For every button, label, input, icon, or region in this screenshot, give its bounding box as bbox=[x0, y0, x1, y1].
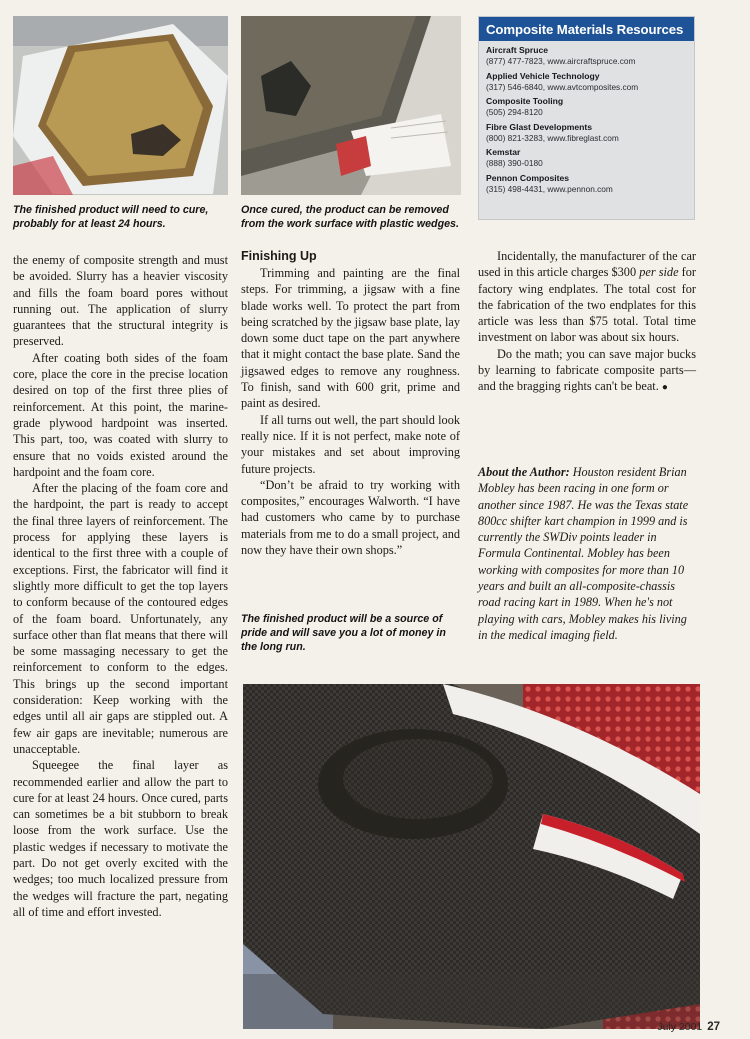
text-run: Do the math; you can save major bucks by learning to fabricate composite parts—and the bragging rights can't be beat. bbox=[478, 346, 696, 394]
emphasis-text: per side bbox=[639, 265, 679, 280]
finished-endplate-image bbox=[243, 684, 700, 1029]
curing-part-image bbox=[13, 16, 228, 195]
resource-name: Fibre Glast Developments bbox=[486, 121, 593, 132]
page-number: 27 bbox=[707, 1021, 720, 1033]
caption-photo-finished: The finished product will be a source of pride and will save you a lot of money in the long run. bbox=[241, 613, 446, 653]
text-run: for factory wing endplates. The total cost for the fabrication of the two endplates for this article was less than $75 total. Total time investment on labor was about six hours. bbox=[478, 265, 697, 345]
author-label: About the Author: bbox=[478, 465, 570, 479]
resource-contact: (505) 294-8120 bbox=[486, 107, 543, 117]
paragraph bbox=[478, 346, 696, 397]
paragraph: the enemy of composite strength and must be avoided. Slurry has a heavier viscosity and fills the foam board pores without running out. The application of slurry guarantees that the structural integrity is preserved. bbox=[13, 253, 228, 349]
removing-part-image bbox=[241, 16, 461, 195]
resource-item bbox=[486, 173, 688, 195]
resource-name: Composite Tooling bbox=[486, 96, 564, 106]
resource-contact: (800) 821-3283, www.fibreglast.com bbox=[486, 132, 619, 143]
photo-removing-part bbox=[241, 16, 461, 195]
paragraph: After the placing of the foam core and the hardpoint, the part is ready to accept the final three layers of reinforcement. The process for applying these layers is identical to the first three with a couple of exceptions. First, the fabricator will find it slightly more difficult to get the top layers to conform because of the contoured edges of the foam board. Unfortunately, any surface other than flat means that there will be some massaging necessary to get the reinforcement to conform to the edges. This brings up the second important consideration: Keep working with the edges until all air gaps are stippled out. A few air gaps are inevitable; numerous are unacceptable. bbox=[13, 481, 228, 756]
issue-date: July 2001 bbox=[657, 1021, 703, 1033]
resource-item bbox=[486, 147, 688, 169]
resource-contact: (317) 546-6840, www.avtcomposites.com bbox=[486, 81, 639, 92]
end-mark-icon: ● bbox=[661, 382, 668, 394]
text-run: Incidentally, the manufacturer of the car used in this article charges $300 bbox=[478, 249, 696, 280]
author-bio: Houston resident Brian Mobley has been racing in one form or another since 1987. He was the Texas state 800cc shifter kart champion in 1999 and is currently the SWDiv points leader in Formula Continental. Mobley has been working with composites for more than 10 years and built an all-composite-chassis road racing kart in 1989. When he's not playing with cars, Mobley makes his living in the medical imaging field. bbox=[478, 465, 689, 642]
resource-name: Applied Vehicle Technology bbox=[486, 70, 600, 81]
page-footer bbox=[657, 1021, 720, 1033]
paragraph: Trimming and painting are the final steps. For trimming, a jigsaw with a fine blade works well. To protect the part from being scratched by the jigsaw base plate, lay down some duct tape on the part anywhere that it might contact the base plate. Sand the jigsawed edges to remove any roughness. To finish, sand with 600 grit, prime and paint as desired. bbox=[241, 266, 460, 411]
caption-photo-removing: Once cured, the product can be removed from the work surface with plastic wedges. bbox=[241, 204, 459, 230]
about-the-author bbox=[478, 464, 696, 643]
resources-sidebar bbox=[478, 16, 695, 220]
resource-item bbox=[486, 45, 688, 67]
caption-photo-curing: The finished product will need to cure, probably for at least 24 hours. bbox=[13, 204, 209, 230]
resource-contact: (877) 477-7823, www.aircraftspruce.com bbox=[486, 56, 636, 66]
resource-item bbox=[486, 71, 688, 93]
photo-finished-endplate bbox=[243, 684, 700, 1029]
article-column-3 bbox=[478, 248, 696, 397]
article-column-2 bbox=[241, 248, 460, 558]
paragraph: If all turns out well, the part should look really nice. If it is not perfect, make note of your mistakes and set about improving future projects. bbox=[241, 412, 460, 476]
paragraph: “Don’t be afraid to try working with composites,” encourages Walworth. “I have had customers who came by to purchase materials from me to do a small project, and now they have their own shops.” bbox=[241, 477, 460, 558]
resource-name: Pennon Composites bbox=[486, 172, 570, 183]
resources-title: Composite Materials Resources bbox=[479, 17, 694, 41]
resource-name: Kemstar bbox=[486, 147, 521, 157]
resource-contact: (315) 498-4431, www.pennon.com bbox=[486, 183, 613, 194]
article-column-1 bbox=[13, 252, 228, 920]
resources-list bbox=[479, 41, 694, 195]
photo-curing-part bbox=[13, 16, 228, 195]
paragraph: After coating both sides of the foam core, place the core in the precise location desired on top of the first three plies of reinforcement. At this point, the marine-grade plywood hardpoint was inserted. This part, too, was coated with slurry to ensure that no voids existed around the hardpoint and the foam core. bbox=[13, 350, 228, 479]
resource-item bbox=[486, 122, 688, 144]
section-heading: Finishing Up bbox=[241, 249, 317, 263]
resource-name: Aircraft Spruce bbox=[486, 45, 549, 55]
resource-contact: (888) 390-0180 bbox=[486, 158, 543, 168]
paragraph bbox=[478, 248, 696, 346]
paragraph: Squeegee the final layer as recommended earlier and allow the part to cure for at least 24 hours. Once cured, parts can sometimes be a bit stubborn to break loose from the work surface. Use the plastic wedges if necessary to motivate the part. Do not get overly excited with the wedges; too much localized pressure from the wedges will fracture the part, negating all of time and effort invested. bbox=[13, 758, 228, 919]
resource-item bbox=[486, 96, 688, 118]
